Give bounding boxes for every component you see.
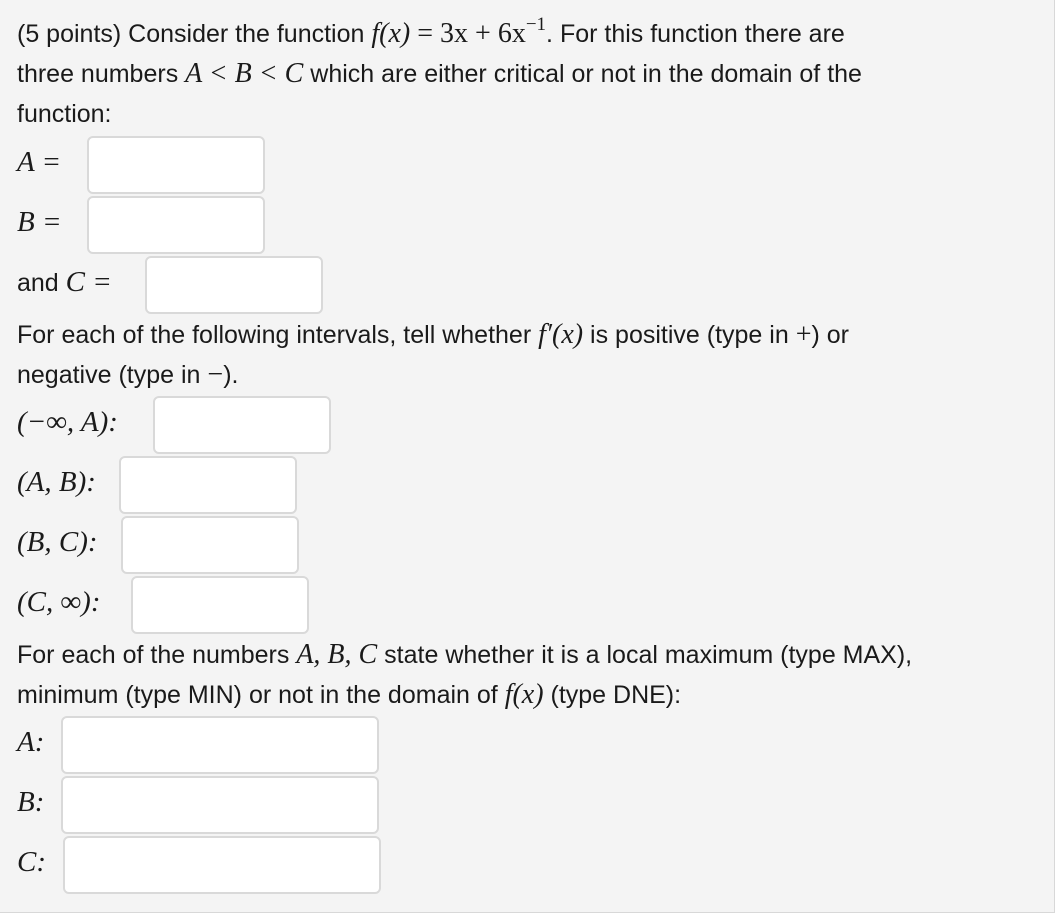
label-interval-c-inf: (C, ∞): xyxy=(17,586,101,618)
label-a-equals: A = xyxy=(17,146,62,178)
answer-b-input[interactable] xyxy=(87,196,265,254)
interval-neg-inf-a-input[interactable] xyxy=(153,396,331,454)
answer-a-input[interactable] xyxy=(87,136,265,194)
question-intro-after: . For this function there are xyxy=(546,20,845,48)
intervals-prompt-line-1: For each of the following intervals, tell whether f′(x) is positive (type in +) or xyxy=(17,319,849,350)
interval-b-c-input[interactable] xyxy=(121,516,299,574)
question-line-2: three numbers A < B < C which are either critical or not in the domain of the xyxy=(17,58,862,89)
classify-prompt-line-1: For each of the numbers A, B, C state whether it is a local maximum (type MAX), xyxy=(17,639,913,670)
order-expression: A < B < C xyxy=(185,58,304,89)
question-line-1 xyxy=(17,14,845,57)
classify-prompt-line-2: minimum (type MIN) or not in the domain of f(x) (type DNE): xyxy=(17,679,682,710)
label-c-equals: and C = xyxy=(17,266,112,298)
function-expression: $f(x) = 3x + 6x^{-1}$ xyxy=(371,14,547,49)
question-intro: (5 points) Consider the function xyxy=(17,20,365,48)
interval-a-b-input[interactable] xyxy=(119,456,297,514)
label-classify-b: B: xyxy=(17,786,45,818)
label-classify-a: A: xyxy=(17,726,45,758)
label-interval-a-b: (A, B): xyxy=(17,466,96,498)
label-classify-c: C: xyxy=(17,846,46,878)
answer-c-input[interactable] xyxy=(145,256,323,314)
classify-a-input[interactable] xyxy=(61,716,379,774)
label-b-equals: B = xyxy=(17,206,62,238)
classify-b-input[interactable] xyxy=(61,776,379,834)
label-interval-b-c: (B, C): xyxy=(17,526,98,558)
label-interval-neg-inf-a: (−∞, A): xyxy=(17,406,118,438)
interval-c-inf-input[interactable] xyxy=(131,576,309,634)
intervals-prompt-line-2: negative (type in −). xyxy=(17,359,239,390)
question-line-3: function: xyxy=(17,100,112,128)
classify-c-input[interactable] xyxy=(63,836,381,894)
